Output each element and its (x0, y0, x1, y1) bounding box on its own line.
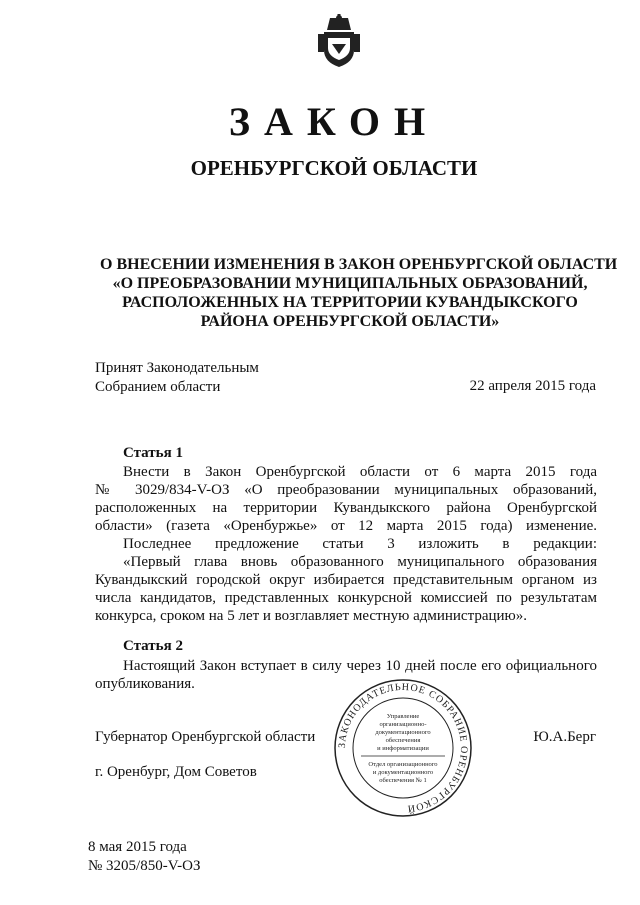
document-subtitle: ОРЕНБУРГСКОЙ ОБЛАСТИ (190, 156, 478, 180)
heading-line: РАСПОЛОЖЕННЫХ НА ТЕРРИТОРИИ КУВАНДЫКСКОГО (122, 294, 578, 311)
paragraph-line: опубликования. (95, 676, 195, 692)
heading-line: «О ПРЕОБРАЗОВАНИИ МУНИЦИПАЛЬНЫХ ОБРАЗОВАНИЙ, (112, 275, 588, 292)
heading-line: О ВНЕСЕНИИ ИЗМЕНЕНИЯ В ЗАКОН ОРЕНБУРГСКОЙ ОБЛАСТИ (100, 256, 618, 273)
seal-center-line: документационного (375, 729, 431, 736)
seal-center-line: и информатизации (377, 745, 429, 752)
seal-ring-text: ЗАКОНОДАТЕЛЬНОЕ СОБРАНИЕ ОРЕНБУРГСКОЙ (336, 681, 470, 814)
paragraph-line: расположенных на территории Кувандыкского района Оренбургской (95, 500, 597, 516)
seal-bottom-line: и документационного (372, 769, 434, 776)
paragraph-line: конкурса, сроком на 5 лет и возглавляет местную администрацию». (95, 608, 527, 624)
heading-line: РАЙОНА ОРЕНБУРГСКОЙ ОБЛАСТИ» (200, 313, 500, 330)
signatory-position: Губернатор Оренбургской области (95, 729, 316, 745)
article-1-title: Статья 1 (123, 445, 183, 461)
paragraph-line: «Первый глава вновь образованного муниципального образования (123, 554, 597, 570)
law-heading (100, 255, 618, 331)
seal-center-line: организационно- (379, 721, 427, 728)
paragraph-line: № 3029/834-V-ОЗ «О преобразовании муниципальных образований, (95, 482, 597, 498)
article-1-body (95, 463, 597, 625)
paragraph-line: Последнее предложение статьи 3 изложить в редакции: (123, 536, 597, 552)
signing-place: г. Оренбург, Дом Советов (95, 764, 257, 780)
paragraph-line: Настоящий Закон вступает в силу через 10 дней после его официального (123, 658, 597, 674)
signatory-name: Ю.А.Берг (533, 729, 596, 745)
seal-bottom-line: Отдел организационного (368, 761, 438, 768)
law-footer (88, 838, 201, 876)
seal-center-line: Управление (386, 713, 420, 720)
law-number: № 3205/850-V-ОЗ (88, 858, 201, 874)
adoption-line: Собранием области (95, 379, 221, 395)
adoption-date: 22 апреля 2015 года (469, 378, 596, 394)
coat-of-arms-icon (318, 14, 360, 68)
seal-center-line: обеспечения (385, 737, 421, 744)
paragraph-line: Кувандыкский городской округ избирается представительным органом из (95, 572, 597, 588)
paragraph-line: числа кандидатов, представленных конкурсной комиссией по результатам (95, 590, 597, 606)
adoption-line: Принят Законодательным (95, 360, 259, 376)
paragraph-line: области» (газета «Оренбуржье» от 12 марта 2015 года) изменение. (95, 518, 597, 534)
document-title: ЗАКОН (228, 99, 440, 144)
law-date: 8 мая 2015 года (88, 839, 187, 855)
paragraph-line: Внести в Закон Оренбургской области от 6 марта 2015 года (123, 464, 597, 480)
adoption-block (95, 359, 259, 397)
seal-bottom-line: обеспечения № 1 (379, 777, 427, 784)
official-seal (333, 678, 473, 818)
article-2-title: Статья 2 (123, 638, 183, 654)
